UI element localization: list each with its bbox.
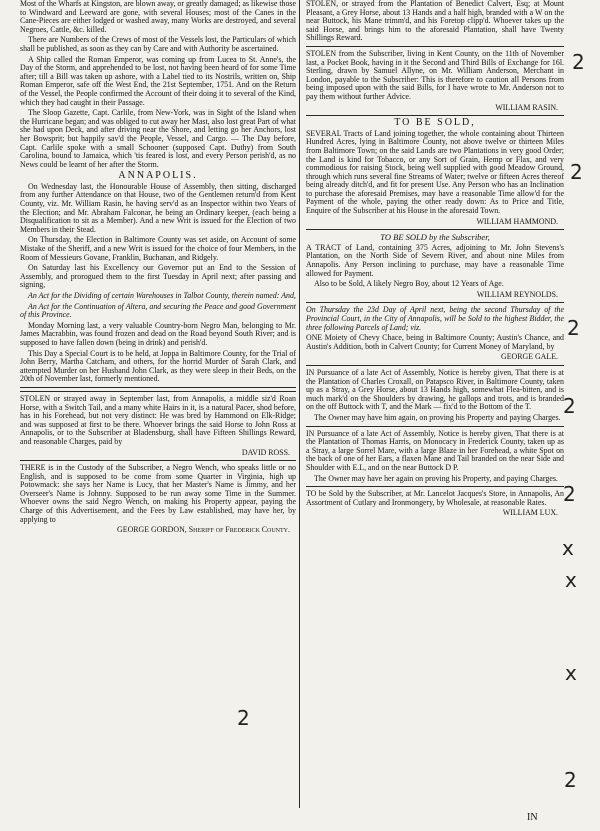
act-title: An Act for the Continuation of Altera, and securing the Peace and good Government of this Province. <box>20 301 296 320</box>
margin-mark: 2 <box>563 482 576 506</box>
left-column <box>20 0 296 537</box>
margin-mark: x <box>562 536 574 560</box>
advert-negro-boy: Also to be Sold, A likely Negro Boy, about 12 Years of Age. <box>314 279 504 289</box>
advert-stolen-pocket-book: STOLEN from the Subscriber, living in Kent County, on the 11th of November last, a Pocket Book, having in it the Second and Third Bills of Exchange for 16l. Sterling, drawn by Samuel Allyne, on Mr. William Anderson, Merchant in London, payable to the Subscriber: This is therefore to caution all Persons from being imposed upon with the said Bills, for I have wrote to Mr. Anderson not to pay them without further Advice. <box>306 48 564 101</box>
advert-auction-parcels: ONE Moiety of Chevy Chace, being in Baltimore County; Austin's Chance, and Austin's Addition, both in Calvert County; for Current Money of Maryland, by <box>306 333 564 351</box>
advert-heading: TO BE SOLD, <box>394 117 476 129</box>
margin-mark: 2 <box>237 706 250 730</box>
annapolis-heading: ANNAPOLIS. <box>118 170 198 182</box>
advert-stray-note: The Owner may have her again on proving his Property, and paying Charges. <box>314 473 558 483</box>
advert-auction-intro: On Thursday the 23d Day of April next, being the second Thursday of the Provincial Court, in the City of Annapolis, will be Sold to the highest Bidder, the three following Parcels of Land; viz. <box>306 305 564 332</box>
advert-divider <box>20 460 296 461</box>
advert-signature: WILLIAM REYNOLDS. <box>476 289 558 299</box>
section-divider <box>20 387 296 392</box>
right-column <box>306 0 564 520</box>
advert-negro-wench: THERE is in the Custody of the Subscriber, a Negro Wench, who speaks little or no English, and is supposed to be come from some Quarter in Virginia, high up Potowmack: she says her Name is Lucy, that her Master's Name is Jimmy, and her Overseer's Name is Johnny. Supposed to be run away some Time in the Summer. Whoever owns the said Negro Wench, on making his Property appear, paying the Charge of this Advertisement, and the Fees by Law established, may have her, by applying to <box>20 463 296 524</box>
advert-stray-horse: IN Pursuance of a late Act of Assembly, Notice is hereby given, That there is at the Plantation of Charles Croxall, on Patapsco River, in Baltimore County, taken up as a Stray, a Grey Horse, about 13 Hands high, somewhat Flea-bitten, and is much mark'd on the Shoulders by drawing, he gallops and trots, and is branded on the off Buttock with T, and the Mark — fix'd to the Bottom of the T. <box>306 367 564 412</box>
margin-mark: 2 <box>564 768 577 792</box>
margin-mark: x <box>565 661 577 685</box>
advert-divider <box>306 229 564 230</box>
margin-mark: 2 <box>567 316 580 340</box>
advert-stolen-horse-calvert: STOLEN, or strayed from the Plantation of Benedict Calvert, Esq; at Mount Pleasant, a Grey Horse, about 13 Hands and a half high, branded with a W on the near Buttock, his Mane trimm'd, and his Foretop clipp'd. Whoever takes up the said Horse, and brings him to the aforesaid Plantation, shall have Twenty Shillings Reward. <box>306 0 564 43</box>
news-paragraph: On Saturday last his Excellency our Governor put an End to the Session of Assembly, and prorogued them to the first Tuesday in April next; after passing and signing, <box>20 263 296 290</box>
advert-divider <box>306 426 564 427</box>
news-paragraph: A Ship called the Roman Emperor, was coming up from Lucea to St. Anne's, the Day of the Storm, and apprehended to be lost, not having been heard of for some Time after; till a Bill was taken up ashore, with a Label tied to its Nostrils, written on, Ship Roman Emperor, safe off the West End, the 21st September, 1751. And on the Return of the Vessel, the People confirmed the Account of their doing it to several of the Kind, which they had caught in their Passage. <box>20 54 296 107</box>
advert-tract-of-land: A TRACT of Land, containing 375 Acres, adjoining to Mr. John Stevens's Plantation, on the North Side of Severn River, and about nine Miles from Annapolis. Any Person inclining to purchase, may have a reasonable Time allowed for Payment. <box>306 242 564 278</box>
advert-signature: DAVID ROSS. <box>241 447 290 457</box>
news-paragraph: This Day a Special Court is to be held, at Joppa in Baltimore County, for the Trial of John Berry, Martha Catcham, and others, for the horrid Murder of Sarah Clark, and attempted Murder on her Husband John Clark, as they were sleep in their Beds, on the 20th of November last, formerly mentioned. <box>20 348 296 384</box>
advert-signature: WILLIAM RASIN. <box>495 102 558 112</box>
advert-signature: GEORGE GALE. <box>501 352 558 362</box>
news-paragraph: On Thursday, the Election in Baltimore County was set aside, on Account of some Mistake of the Sheriff, and a new Writ is issued for the choice of four Members, in the Room of Messieurs Govane, Franklin, Buchanan, and Ridgely. <box>20 235 296 262</box>
news-paragraph: There are Numbers of the Crews of most of the Vessels lost, the Particulars of which shall be published, as soon as they can by Care and with Authority be ascertained. <box>20 35 296 53</box>
advert-divider <box>306 365 564 366</box>
page-catchword: IN <box>527 812 538 823</box>
advert-divider <box>306 302 564 303</box>
advert-stray-note: The Owner may have him again, on proving his Property and paying Charges. <box>314 412 561 422</box>
news-paragraph: Most of the Wharfs at Kingston, are blown away, or greatly damaged; as likewise those to Windward and Leeward are gone, with several Houses; most of the Canes in the Cane-Pieces are either lodged or washed away, many Works are destroyed, and several Negroes, Cattle, &c. killed. <box>20 0 296 34</box>
margin-mark: x <box>565 568 577 592</box>
advert-heading: TO BE SOLD by the Subscriber, <box>380 232 490 243</box>
advert-divider <box>306 115 564 116</box>
advert-signature: WILLIAM LUX. <box>502 508 558 518</box>
advert-stray-mare: IN Pursuance of a late Act of Assembly, Notice is hereby given, That there is at the Plantation of Thomas Harris, on Monocacy in Frederick County, taken up as a Stray, a large Sorrel Mare, with a large Blaze in her Forehead, a white Spot on the back of one of her Ears, a flaxen Mane and Tail branded on the near Side and Shoulder with E.L, and on the near Buttock D P. <box>306 428 564 472</box>
advert-cutlery-sale: TO be Sold by the Subscriber, at Mr. Lancelot Jacques's Store, in Annapolis, An Assortment of Cutlary and Ironmongery, by Wholesale, at reasonable Rates. <box>306 489 564 507</box>
news-paragraph: Monday Morning last, a very valuable Country-born Negro Man, belonging to Mr. James Macrabbin, was found frozen and dead on the Road beyond South River; and is supposed to have fallen down (being in drink) and perish'd. <box>20 320 296 347</box>
advert-stolen-horse: STOLEN or strayed away in September last, from Annapolis, a middle siz'd Roan Horse, with a Switch Tail, and a many white Hairs in it, is a natural Pacer, shod before, has in his Forehead, but not very distinct: He was bred by Hammond on Elk-Ridge; and was supposed at first to be there. Whoever brings the said Horse to John Ross at Annapolis, or to the Subscriber at Bladensburg, shall have Fifteen Shillings Reward, and reasonable Charges, paid by <box>20 393 296 446</box>
margin-mark: 2 <box>563 394 576 418</box>
column-rule <box>299 0 300 808</box>
advert-signature: WILLIAM HAMMOND. <box>476 216 558 226</box>
news-paragraph: The Sloop Gazette, Capt. Carlile, from New-York, was in Sight of the Island when the Hurricane began; and was obliged to cut away her Mast, also lost great Part of what she had upon Deck, and after driving near the Shore, and letting go her Anchors, lost her Bowsprit; but happily sav'd the People, Vessel, and Cargo. — The Day before, Capt. Carlile spoke with a small Schooner (supposed Capt. Duthy) from South Carolina, bound to Jamaica, which 'tis feared is lost, and every Person perish'd, as no News could be learnt of her after the Storm. <box>20 108 296 169</box>
advert-divider <box>306 486 564 487</box>
act-title: An Act for the Dividing of certain Warehouses in Talbot County, therein named: And, <box>28 291 296 300</box>
margin-mark: 2 <box>572 50 585 74</box>
news-paragraph: On Wednesday last, the Honourable House of Assembly, then sitting, discharged from any further Attendance on that House, two of the Gentlemen return'd from Kent County, viz. Mr. William Rasin, he having serv'd as an Inspector within two Years of the Election; and Mr. Abraham Falconar, he being an Ordinary keeper, (each being a Disqualification to sit as a Member). And a new Writ is issued for the Election of two Members in their Stead. <box>20 181 296 234</box>
advert-signature: GEORGE GORDON, Sheriff of Frederick County. <box>117 525 290 535</box>
advert-land-sale: SEVERAL Tracts of Land joining together, the whole containing about Thirteen Hundred Acres, lying in Baltimore County, not above twelve or thirteen Miles from Baltimore Town; on the said Lands are two Plantations in very good Order; the Land is kind for Tobacco, or any Sort of Grain, Hemp or Flax, and very commodious for raising Stock, being well supplied with good Meadow Ground, through which runs several fine Streams of Water; twelve or fifteen Acres thereof being already ditch'd, and fit for present Use. Any Person who has an Inclination to purchase the aforesaid Premises, may have a reasonable Time allow'd for the Payment of the whole, paying the other ready down: As to Price and Title, Enquire of the Subscriber at his House in the aforesaid Town. <box>306 128 564 216</box>
advert-divider <box>306 46 564 47</box>
margin-mark: 2 <box>570 160 583 184</box>
